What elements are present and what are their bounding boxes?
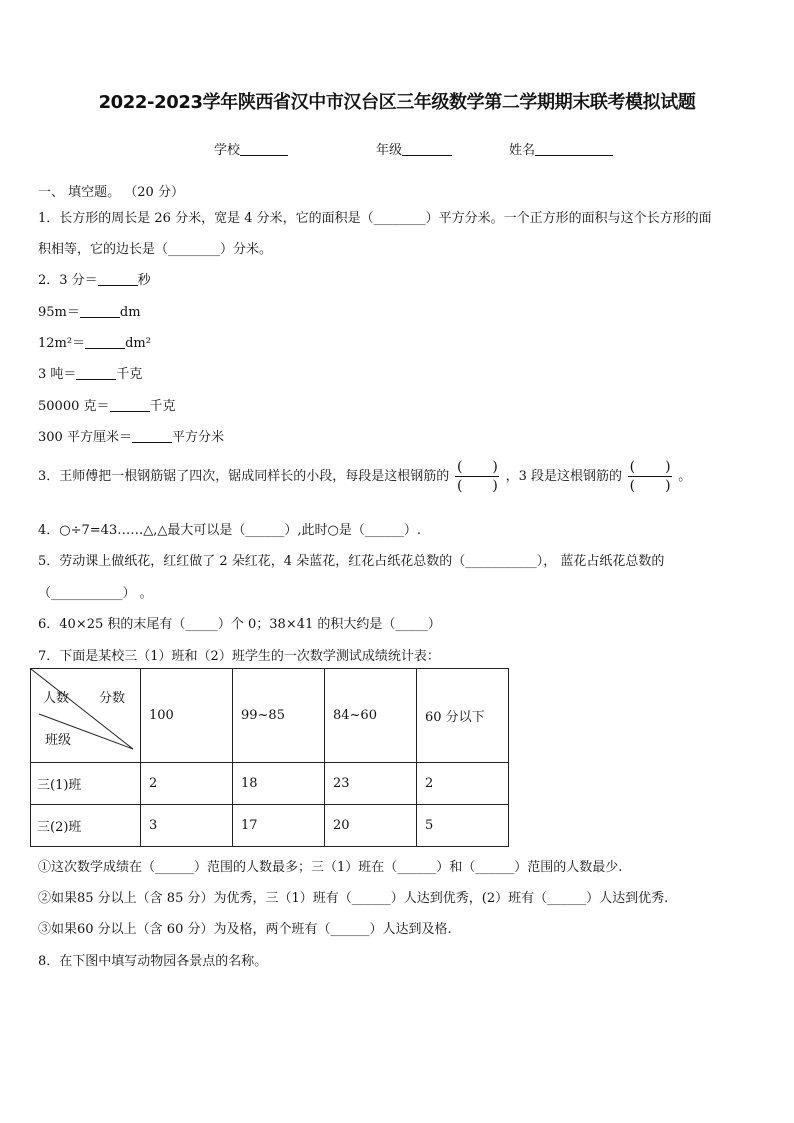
question-7-sub-2: ②如果85 分以上（含 85 分）为优秀，三（1）班有（______）人达到优秀，(2）班有（______）人达到优秀. <box>38 891 669 906</box>
question-2-row <box>38 332 151 351</box>
conversion-blank[interactable] <box>80 304 120 318</box>
conversion-blank[interactable] <box>132 429 172 443</box>
question-7-text: 7．下面是某校三（1）班和（2）班学生的一次数学测试成绩统计表： <box>38 649 440 664</box>
question-2-number: 2． <box>38 273 60 288</box>
section-heading: 一、 填空题。 （20 分） <box>38 185 184 200</box>
class-cell: 三(2)班 <box>31 805 141 847</box>
table-corner-cell <box>31 669 141 763</box>
question-2-row <box>38 269 151 288</box>
question-7-sub-3: ③如果60 分以上（含 60 分）为及格，两个班有（______）人达到及格. <box>38 922 452 937</box>
table-cell: 20 <box>325 805 417 847</box>
conversion-left: 3 分＝ <box>59 273 98 288</box>
conversion-right: dm² <box>125 336 151 351</box>
page-title: 2022-2023学年陕西省汉中市汉台区三年级数学第二学期期末联考模拟试题 <box>98 92 696 113</box>
class-cell: 三(1)班 <box>31 763 141 805</box>
corner-people-label: 人数 <box>43 691 70 706</box>
table-row <box>31 763 509 805</box>
question-6: 6．40×25 积的末尾有（_____）个 0；38×41 的积大约是（_____） <box>38 617 441 632</box>
corner-score-label: 分数 <box>99 691 126 706</box>
name-field <box>509 139 613 158</box>
table-header-cell: 100 <box>141 669 233 763</box>
question-1-line-2: 积相等，它的边长是（________）分米。 <box>38 242 273 257</box>
conversion-left: 3 吨＝ <box>38 367 77 382</box>
question-5-line-2: （___________） 。 <box>38 586 153 601</box>
question-1-line-1: 1．长方形的周长是 26 分米，宽是 4 分米，它的面积是（________）平方分米。一个正方形的面积与这个长方形的面 <box>38 211 712 226</box>
grade-field <box>376 139 452 158</box>
conversion-left: 300 平方厘米＝ <box>38 430 132 445</box>
diagonal-lines <box>31 669 140 763</box>
conversion-blank[interactable] <box>76 366 116 380</box>
conversion-right: dm <box>119 305 141 320</box>
table-cell: 3 <box>141 805 233 847</box>
conversion-blank[interactable] <box>110 398 150 412</box>
table-cell: 5 <box>417 805 509 847</box>
corner-class-label: 班级 <box>45 733 72 748</box>
question-2-row <box>38 363 142 382</box>
question-2-row <box>38 426 224 445</box>
table-cell: 23 <box>325 763 417 805</box>
question-3-text-a: 3．王师傅把一根钢筋锯了四次，锯成同样长的小段，每段是这根钢筋的 <box>38 469 450 484</box>
school-field <box>214 139 288 158</box>
conversion-left: 50000 克＝ <box>38 399 110 414</box>
conversion-right: 秒 <box>137 273 151 288</box>
table-header-cell: 60 分以下 <box>417 669 509 763</box>
conversion-right: 千克 <box>149 399 176 414</box>
question-4: 4．○÷7=43……△,△最大可以是（______）,此时○是（______）. <box>38 523 421 538</box>
conversion-left: 95m＝ <box>38 305 80 320</box>
conversion-blank[interactable] <box>98 272 138 286</box>
school-blank[interactable] <box>240 141 288 156</box>
fraction-blank-2[interactable]: $\frac{( )}{( )}$ <box>629 459 671 494</box>
table-row <box>31 805 509 847</box>
question-7-sub-1: ①这次数学成绩在（______）范围的人数最多；三（1）班在（______）和（______）范围的人数最少. <box>38 860 623 875</box>
question-3-text-b: ，3 段是这根钢筋的 <box>505 469 622 484</box>
question-2-row <box>38 301 141 320</box>
fraction-blank-1[interactable]: $\frac{( )}{( )}$ <box>456 459 498 494</box>
table-header-cell: 84~60 <box>325 669 417 763</box>
table-cell: 17 <box>233 805 325 847</box>
name-blank[interactable] <box>535 141 613 156</box>
conversion-blank[interactable] <box>85 335 125 349</box>
question-5-line-1: 5．劳动课上做纸花，红红做了 2 朵红花，4 朵蓝花，红花占纸花总数的（___________）， 蓝花占纸花总数的 <box>38 554 665 569</box>
school-label: 学校 <box>214 143 241 158</box>
table-cell: 2 <box>417 763 509 805</box>
conversion-left: 12m²＝ <box>38 336 86 351</box>
table-cell: 2 <box>141 763 233 805</box>
conversion-right: 平方分米 <box>171 430 224 445</box>
score-table <box>30 668 509 847</box>
question-8: 8．在下图中填写动物园各景点的名称。 <box>38 954 268 969</box>
table-cell: 18 <box>233 763 325 805</box>
question-3-text-c: 。 <box>678 469 692 484</box>
grade-label: 年级 <box>376 143 403 158</box>
table-header-cell: 99~85 <box>233 669 325 763</box>
question-2-row <box>38 395 176 414</box>
grade-blank[interactable] <box>402 141 452 156</box>
conversion-right: 千克 <box>116 367 143 382</box>
name-label: 姓名 <box>509 143 536 158</box>
question-3 <box>38 458 691 495</box>
